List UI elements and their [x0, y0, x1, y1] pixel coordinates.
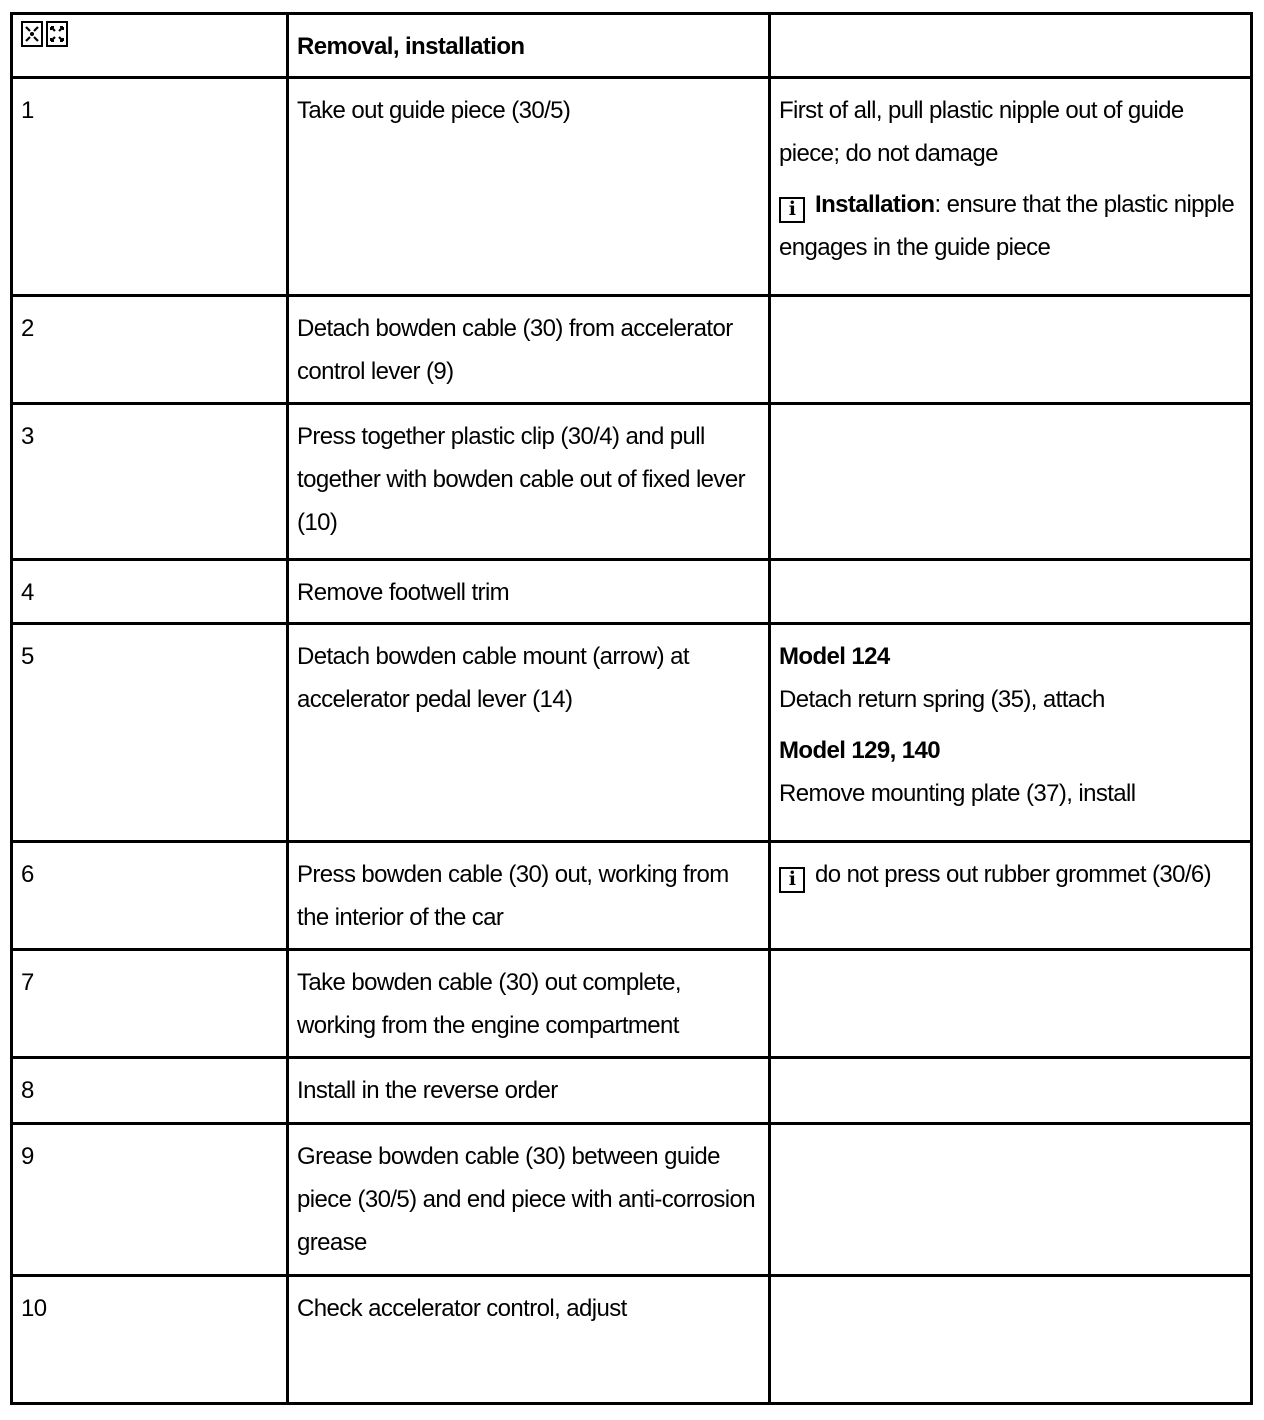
step-note — [770, 624, 1252, 842]
installation-tool-icon — [46, 21, 68, 47]
step-note — [770, 950, 1252, 1058]
info-icon: i — [779, 867, 805, 893]
step-number: 4 — [12, 560, 288, 624]
step-note — [770, 842, 1252, 950]
note-text: First of all, pull plastic nipple out of guide piece; do not damage — [779, 97, 1184, 167]
step-note — [770, 78, 1252, 296]
note-text: do not press out rubber grommet (30/6) — [815, 861, 1212, 888]
note-model-124 — [779, 635, 1242, 721]
step-number: 2 — [12, 296, 288, 404]
step-text: Remove footwell trim — [288, 560, 770, 624]
table-row — [12, 842, 1252, 950]
table-row — [12, 950, 1252, 1058]
note-text: Remove mounting plate (37), install — [779, 780, 1136, 807]
table-row — [12, 78, 1252, 296]
procedure-table — [10, 12, 1253, 1405]
header-title: Removal, installation — [288, 14, 770, 78]
step-number: 9 — [12, 1124, 288, 1276]
table-row — [12, 624, 1252, 842]
step-text: Grease bowden cable (30) between guide piece (30/5) and end piece with anti-corrosion grease — [288, 1124, 770, 1276]
step-note — [770, 560, 1252, 624]
step-text: Press together plastic clip (30/4) and pull together with bowden cable out of fixed lever (10) — [288, 404, 770, 560]
info-icon: i — [779, 197, 805, 223]
step-text: Take bowden cable (30) out complete, working from the engine compartment — [288, 950, 770, 1058]
table-row — [12, 296, 1252, 404]
table-row — [12, 560, 1252, 624]
note-installation — [779, 183, 1242, 269]
header-note — [770, 14, 1252, 78]
step-number: 8 — [12, 1058, 288, 1124]
step-note — [770, 1276, 1252, 1404]
table-row — [12, 1058, 1252, 1124]
header-row — [12, 14, 1252, 78]
note-heading: Model 124 — [779, 643, 890, 670]
step-note — [770, 404, 1252, 560]
note-model-129-140 — [779, 729, 1242, 815]
note-text: : ensure that the plastic nipple engages in the guide piece — [779, 191, 1235, 261]
step-note — [770, 1124, 1252, 1276]
table-row — [12, 1276, 1252, 1404]
note-bold-label: Installation — [815, 191, 935, 218]
step-text: Detach bowden cable (30) from accelerator control lever (9) — [288, 296, 770, 404]
step-text: Check accelerator control, adjust — [288, 1276, 770, 1404]
step-number: 7 — [12, 950, 288, 1058]
step-note — [770, 296, 1252, 404]
step-number: 3 — [12, 404, 288, 560]
header-icon-cell — [12, 14, 288, 78]
step-text: Detach bowden cable mount (arrow) at accelerator pedal lever (14) — [288, 624, 770, 842]
removal-tool-icon — [21, 21, 43, 47]
table-row — [12, 1124, 1252, 1276]
step-text: Take out guide piece (30/5) — [288, 78, 770, 296]
note-text: Detach return spring (35), attach — [779, 686, 1105, 713]
step-number: 10 — [12, 1276, 288, 1404]
table-row — [12, 404, 1252, 560]
step-number: 6 — [12, 842, 288, 950]
step-text: Install in the reverse order — [288, 1058, 770, 1124]
note-heading: Model 129, 140 — [779, 737, 941, 764]
step-number: 1 — [12, 78, 288, 296]
step-note — [770, 1058, 1252, 1124]
step-number: 5 — [12, 624, 288, 842]
step-text: Press bowden cable (30) out, working from the interior of the car — [288, 842, 770, 950]
